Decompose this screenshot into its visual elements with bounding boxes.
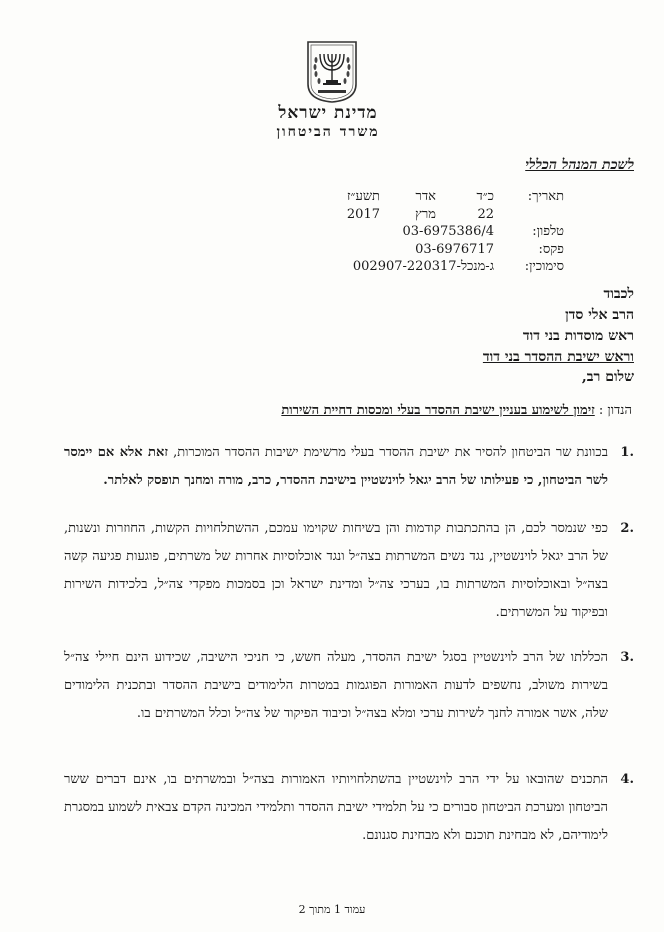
subject-text: זימון לשימוע בעניין ישיבת ההסדר בעלי ומכסות דחיית השירות (281, 403, 595, 418)
paragraph-text: התכנים שהובאו על ידי הרב לוינשטיין בהשתלחויותיו האמורות בצה״ל ובמשרתים בו, אינם דברים ששר הביטחון ומערכת הביטחון סבורים כי על תלמידי ישיבת ההסדר ותלמידי המכינה הקדם צבאית לשמוע במסגרת לימודיהם, לא מבחינת תוכנם ולא מבחינת סגנונם. (64, 772, 608, 843)
subject-line (281, 402, 632, 418)
greg-date-row (324, 206, 564, 224)
greg-month: מרץ (415, 206, 436, 222)
paragraph-number: .2 (620, 521, 634, 536)
paragraph-bold-text: זאת אלא אם יימסר לשר הביטחון, כי פעילותו של הרב יגאל לוינשטיין בישיבת ההסדר, כרב, מורה ומחנך תופסק לאלתר. (64, 445, 608, 488)
paragraph-number: .3 (620, 650, 634, 665)
subject-label: הנדון : (598, 403, 632, 418)
date-row (324, 188, 564, 206)
paragraph-number: .1 (620, 445, 634, 460)
paragraph-text: כפי שנמסר לכם, הן בהתכתבות קודמות והן בשיחות שקוימו עמכם, ההשתלחויות הקשות, החוזרות ונשנות, של הרב יגאל לוינשטיין, נגד נשים המשרתות בצה״ל ונגד אוכלוסיות אחרות של משרתים, פוגעות פגיעה קשה בצה״ל ובאוכלוסיות המשרתות בו, בערכי צה״ל ומדינת ישראל וכן בסמכות מפקדי צה״ל, בלכידות השירות ובפיקוד על המשרתים. (64, 521, 608, 620)
org-name: מדינת ישראל (278, 103, 378, 123)
ref-row (324, 258, 564, 276)
phone-value: 03-6975386/4 (402, 224, 494, 239)
paragraph-1 (64, 439, 634, 495)
ministry-name: משרד הביטחון (276, 124, 380, 140)
recipient-to: לכבוד (603, 286, 634, 302)
recipient-block (483, 284, 634, 368)
phone-label: טלפון: (532, 224, 564, 239)
hebrew-month: אדר (415, 189, 436, 204)
paragraph-number: .4 (620, 772, 634, 787)
recipient-title2: וראש ישיבת ההסדר בני דוד (482, 349, 634, 365)
fax-row (324, 241, 564, 259)
paragraph-4 (64, 766, 634, 850)
greg-day: 22 (477, 206, 494, 222)
recipient-title1: ראש מוסדות בני דוד (522, 328, 634, 344)
phone-row (324, 223, 564, 241)
page-footer: עמוד 1 מתוך 2 (298, 903, 366, 916)
recipient-name: הרב אלי סדן (565, 307, 634, 323)
letter-meta (324, 188, 564, 276)
hebrew-day: כ״ד (476, 189, 494, 204)
fax-value: 03-6976717 (415, 241, 494, 257)
state-emblem-icon (305, 40, 359, 104)
paragraph-text: בכוונת שר הביטחון להסיר את ישיבת ההסדר בעלי מרשימת ישיבות ההסדר המוכרות, (167, 445, 608, 460)
ref-label: סימוכין: (524, 259, 564, 274)
greeting: שלום רב, (581, 369, 634, 385)
fax-label: פקס: (538, 241, 564, 257)
greg-year: 2017 (346, 206, 380, 222)
date-label: תאריך: (527, 189, 564, 204)
hebrew-year: תשע״ז (346, 189, 380, 204)
office-name: לשכת המנהל הכללי (525, 157, 634, 173)
ref-value: ג-מנכל-002907-220317 (352, 259, 494, 274)
paragraph-2 (64, 515, 634, 627)
paragraph-text: הכללתו של הרב לוינשטיין בסגל ישיבת ההסדר, מעלה חשש, כי חניכי הישיבה, שכידוע הינם חיילי צה״ל בשירות משולב, נחשפים לדעות האמורות הפוגמות במטרות הלימודים בישיבת ההסדר ובתכנית הלימודים שלה, אשר אמורה לחנך לשירות ערכי ומלא בצה״ל וכיבוד הפיקוד של צה״ל וכלל המשרתים בו. (64, 650, 608, 721)
paragraph-3 (64, 644, 634, 728)
